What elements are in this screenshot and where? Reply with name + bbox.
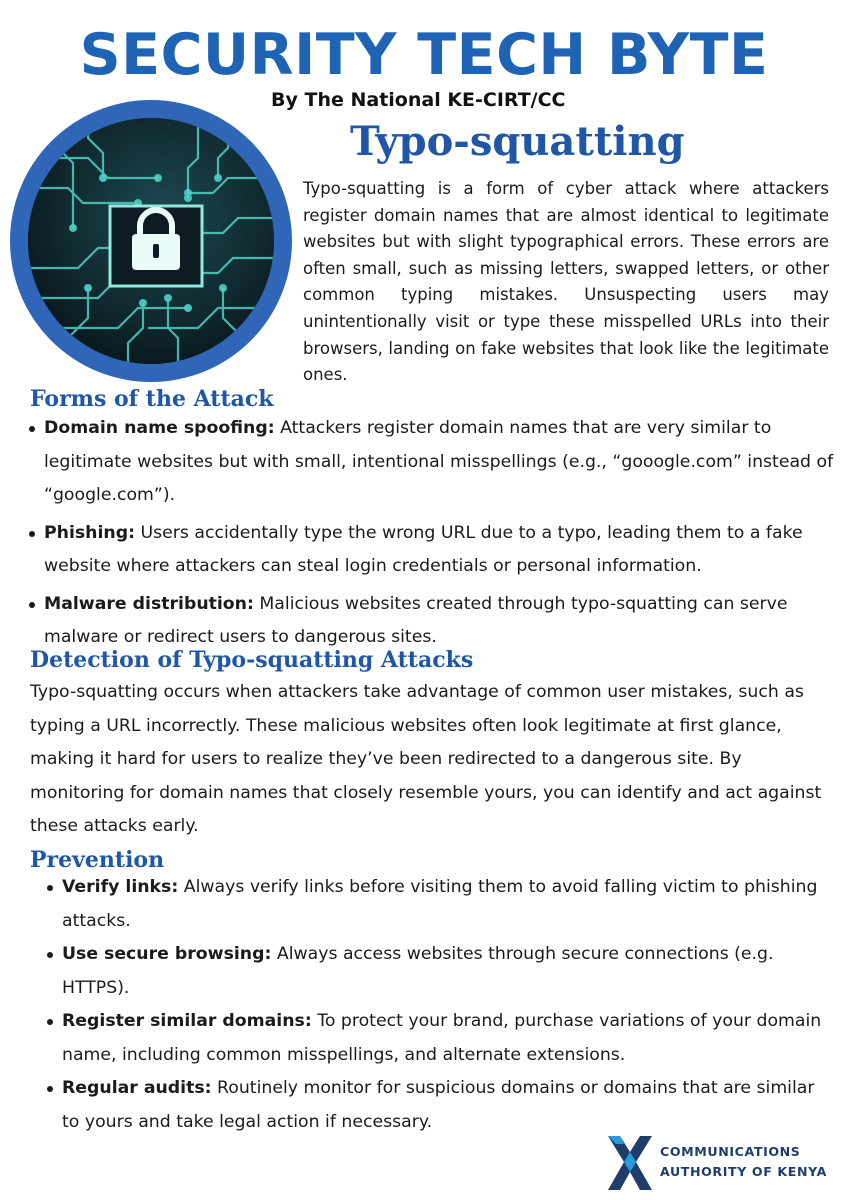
list-item — [44, 588, 834, 655]
list-item-term: Use secure browsing: — [62, 944, 272, 964]
logo-line-1: COMMUNICATIONS — [660, 1144, 801, 1159]
list-item-text: Routinely monitor for suspicious domains or domains that are similar to yours and take legal action if necessary. — [62, 1078, 815, 1132]
ca-kenya-logo — [604, 1134, 834, 1192]
intro-paragraph: Typo-squatting is a form of cyber attack where attackers register domain names that are almost identical to legitimate websites but with slight typographical errors. These errors are often small, such as missing letters, swapped letters, or other common typing mistakes. Unsuspecting users may unintentionally visit or type these misspelled URLs into their browsers, landing on fake websites that look like the legitimate ones. — [303, 179, 829, 385]
byline: By The National KE-CIRT/CC — [271, 89, 566, 111]
list-item-term: Register similar domains: — [62, 1011, 312, 1031]
prevention-heading: Prevention — [30, 847, 165, 873]
list-item — [62, 938, 834, 1005]
list-item-text: Always verify links before visiting them to avoid falling victim to phishing attacks. — [62, 877, 818, 931]
list-item-term: Verify links: — [62, 877, 179, 897]
forms-list — [44, 412, 834, 655]
logo-line-2: AUTHORITY OF KENYA — [660, 1164, 827, 1179]
circuit-lock-image — [10, 100, 292, 382]
list-item — [44, 517, 834, 584]
circuit-svg — [28, 118, 274, 364]
list-item-text: To protect your brand, purchase variations of your domain name, including common misspellings, and alternate extensions. — [62, 1011, 822, 1065]
list-item — [62, 1072, 834, 1139]
forms-heading: Forms of the Attack — [30, 386, 274, 412]
list-item-text: Users accidentally type the wrong URL due to a typo, leading them to a fake website where attackers can steal login credentials or personal information. — [44, 522, 803, 576]
prevention-list — [62, 871, 834, 1139]
detection-paragraph: Typo-squatting occurs when attackers take advantage of common user mistakes, such as typing a URL incorrectly. These malicious websites often look legitimate at first glance, making it hard for users to realize they’ve been redirected to a dangerous site. By monitoring for domain names that closely resemble yours, you can identify and act against these attacks early. — [30, 682, 822, 837]
list-item-term: Malware distribution: — [44, 593, 254, 614]
list-item-text: Always access websites through secure connections (e.g. HTTPS). — [62, 944, 774, 998]
page-title: SECURITY TECH BYTE — [79, 22, 769, 88]
list-item — [62, 1005, 834, 1072]
topic-title: Typo-squatting — [350, 118, 685, 165]
detection-heading: Detection of Typo-squatting Attacks — [30, 647, 474, 673]
list-item-term: Domain name spoofing: — [44, 418, 275, 438]
circuit-board-illustration — [28, 118, 274, 364]
list-item-text: Malicious websites created through typo-squatting can serve malware or redirect users to dangerous sites. — [44, 593, 788, 647]
list-item-term: Phishing: — [44, 522, 135, 543]
list-item — [44, 412, 834, 513]
list-item-text: Attackers register domain names that are very similar to legitimate websites but with small, intentional misspellings (e.g., “gooogle.com” instead of “google.com”). — [44, 418, 834, 505]
list-item — [62, 871, 834, 938]
list-item-term: Regular audits: — [62, 1078, 212, 1098]
ca-logo-mark-icon — [604, 1134, 656, 1192]
